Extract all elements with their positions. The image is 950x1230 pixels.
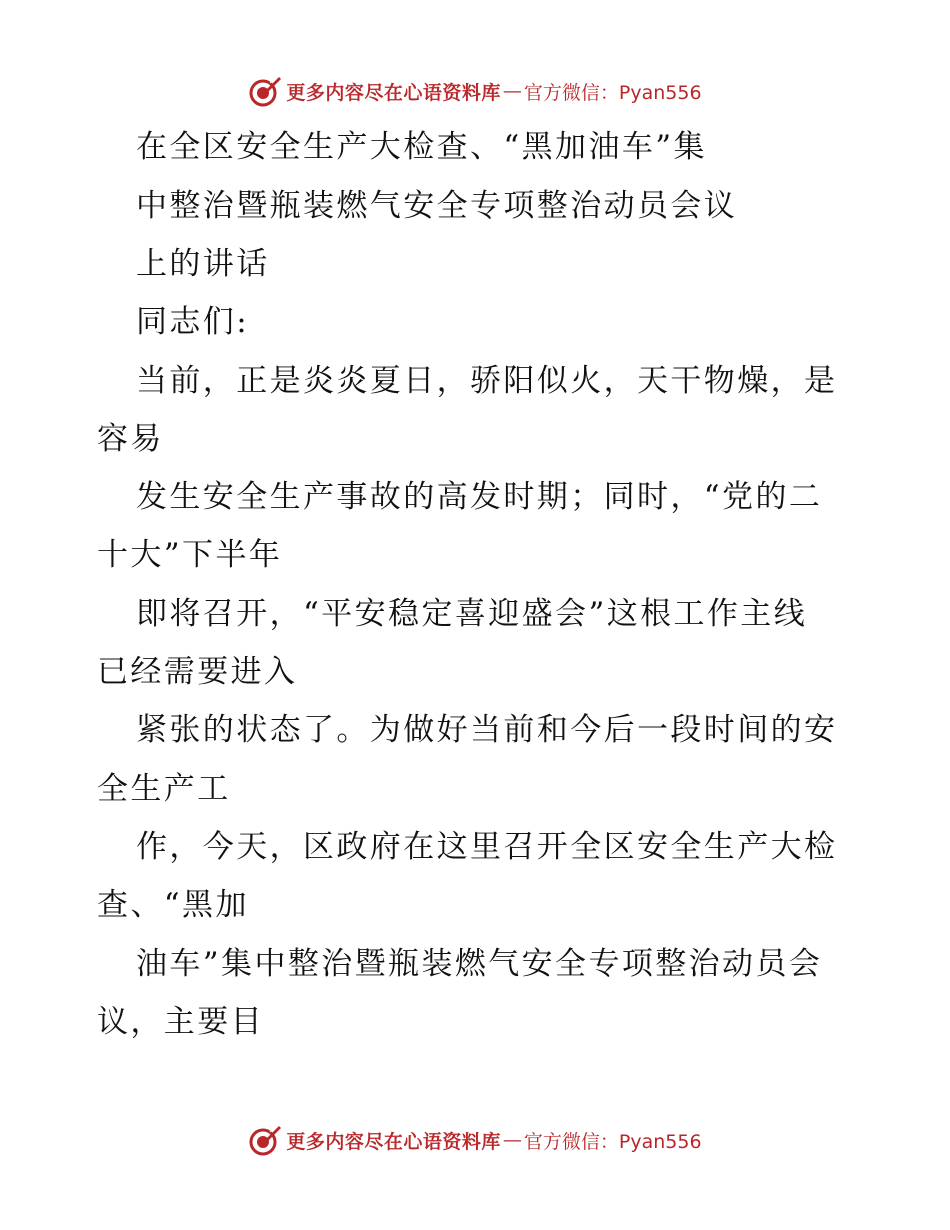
header-banner	[0, 71, 950, 111]
banner-wechat: 官方微信：Pyan556	[523, 1130, 702, 1153]
banner-title: 更多内容尽在心语资料库	[286, 1130, 501, 1153]
paragraph-line: 油车”集中整治暨瓶装燃气安全专项整治动员会	[136, 946, 823, 982]
paragraph-line: 作，今天，区政府在这里召开全区安全生产大检	[136, 829, 838, 865]
paragraph-line: 容易	[97, 421, 164, 457]
title-line-2: 中整治暨瓶装燃气安全专项整治动员会议	[136, 188, 738, 224]
paragraph-line: 发生安全生产事故的高发时期；同时，“党的二	[136, 479, 823, 515]
salutation: 同志们:	[136, 304, 250, 340]
paragraph-line: 查、“黑加	[97, 887, 249, 923]
paragraph-line: 即将召开，“平安稳定喜迎盛会”这根工作主线	[136, 596, 808, 632]
title-line-1: 在全区安全生产大检查、“黑加油车”集	[136, 129, 707, 165]
paragraph-line: 当前，正是炎炎夏日，骄阳似火，天干物燥，是	[136, 363, 838, 399]
banner-title: 更多内容尽在心语资料库	[286, 81, 501, 104]
footer-banner	[0, 1120, 950, 1160]
paragraph-line: 紧张的状态了。为做好当前和今后一段时间的安	[136, 712, 838, 748]
paragraph-line: 已经需要进入	[97, 654, 298, 690]
banner-dash: —	[502, 80, 522, 102]
quill-logo-icon	[248, 1123, 282, 1157]
banner-dash: —	[502, 1129, 522, 1151]
banner-wechat: 官方微信：Pyan556	[523, 81, 702, 104]
paragraph-line: 十大”下半年	[97, 537, 283, 573]
paragraph-line: 议，主要目	[97, 1004, 264, 1040]
quill-logo-icon	[248, 74, 282, 108]
title-line-3: 上的讲话	[136, 246, 270, 282]
paragraph-line: 全生产工	[97, 771, 231, 807]
